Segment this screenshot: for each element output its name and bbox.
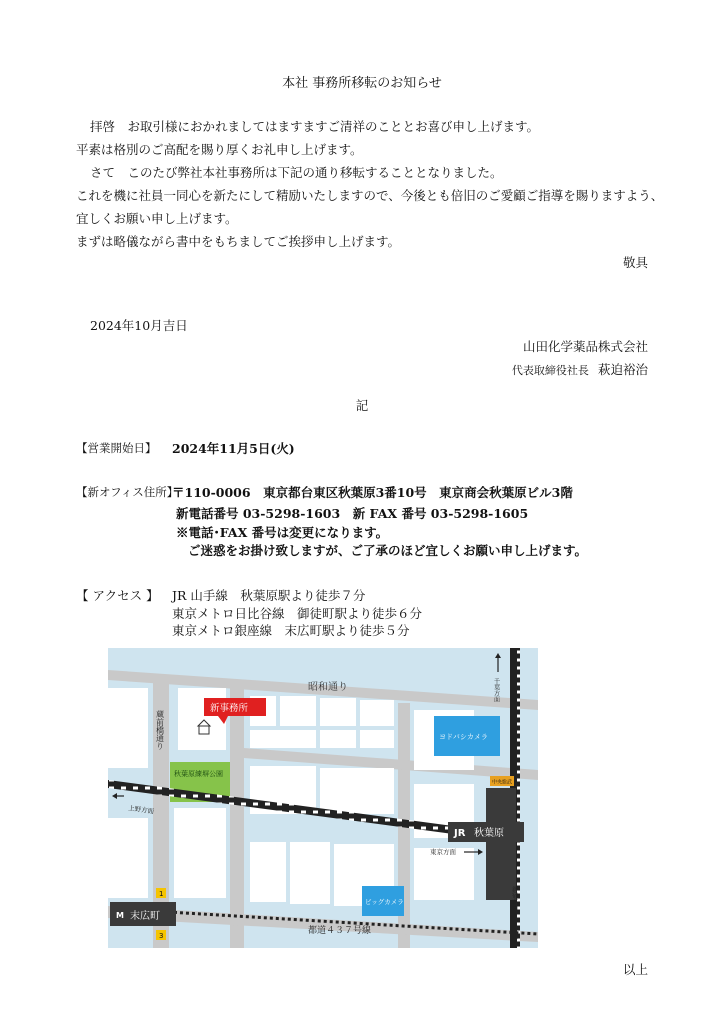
rep-name: 萩迫裕治 xyxy=(597,362,648,377)
chuo-line-label: 中央総武 xyxy=(492,779,513,786)
address-value: 〒110-0006 東京都台東区秋葉原3番10号 東京商会秋葉原ビル3階 xyxy=(172,485,573,500)
yodobashi-label: ヨドバシカメラ xyxy=(439,733,488,741)
akihabara-label: 秋葉原 xyxy=(474,828,504,839)
address-label: 【新オフィス住所】 xyxy=(76,485,179,499)
body-line: 宜しくお願い申し上げます。 xyxy=(76,211,238,226)
chiba-label: 千葉方面 xyxy=(492,678,500,702)
access-item: 東京メトロ日比谷線 御徒町駅より徒歩６分 xyxy=(172,606,423,621)
bic-label: ビッグカメラ xyxy=(365,898,404,906)
start-date-value: 2024年11月5日(火) xyxy=(172,441,295,456)
body-line: さて このたび弊社本社事務所は下記の通り移転することとなりました。 xyxy=(90,165,503,180)
exit-1-label: 1 xyxy=(159,890,164,898)
access-item: JR 山手線 秋葉原駅より徒歩７分 xyxy=(172,588,366,603)
ueno-label: 上野方面 xyxy=(127,804,155,816)
metro-logo-icon: M xyxy=(116,911,124,920)
phone-fax: 新電話番号 03-5298-1603 新 FAX 番号 03-5298-1605 xyxy=(176,506,529,521)
closing-keigu: 敬具 xyxy=(622,255,648,270)
access-label: 【 アクセス 】 xyxy=(76,588,159,603)
akihabara-station xyxy=(486,788,516,900)
new-office-label: 新事務所 xyxy=(210,703,249,714)
showa-street-label: 昭和通り xyxy=(308,682,348,693)
greeting-line: 拝啓 お取引様におかれましてはますますご清祥のこととお喜び申し上げます。 xyxy=(90,119,540,134)
body-line: これを機に社員一同心を新たにして精励いたしますので、今後とも倍旧のご愛顧ご指導を賜りますよう、 xyxy=(76,188,664,203)
tokyo-direction-label: 東京方面 xyxy=(430,848,456,856)
company-name: 山田化学薬品株式会社 xyxy=(522,339,648,354)
note-line: ご迷惑をお掛け致しますが、ご了承のほど宜しくお願い申し上げます。 xyxy=(188,543,588,558)
body-line: まずは略儀ながら書中をもちましてご挨拶申し上げます。 xyxy=(76,234,401,249)
note-line: ※電話･FAX 番号は変更になります。 xyxy=(176,525,389,540)
suehirocho-label: 末広町 xyxy=(130,911,160,922)
representative xyxy=(512,359,648,378)
jr-logo: JR xyxy=(454,828,466,839)
start-date-label: 【営業開始日】 xyxy=(76,441,157,455)
access-map xyxy=(108,648,538,948)
body-line: 平素は格別のご高配を賜り厚くお礼申し上げます。 xyxy=(76,142,363,157)
end-ijo: 以上 xyxy=(622,962,648,977)
issue-date: 2024年10月吉日 xyxy=(90,318,188,333)
ki-heading: 記 xyxy=(355,398,369,413)
shinjuku-label: 新宿方面 xyxy=(510,886,518,910)
page-title: 本社 事務所移転のお知らせ xyxy=(282,76,442,91)
exit-3-label: 3 xyxy=(159,932,164,940)
access-item: 東京メトロ銀座線 末広町駅より徒歩５分 xyxy=(172,623,410,638)
park-label: 秋葉原練塀公園 xyxy=(174,770,223,778)
kuramae-street-label: 蔵前橋通り xyxy=(155,710,165,750)
rep-title: 代表取締役社長 xyxy=(511,364,589,377)
route-437-label: 都道４３７号線 xyxy=(308,926,372,936)
